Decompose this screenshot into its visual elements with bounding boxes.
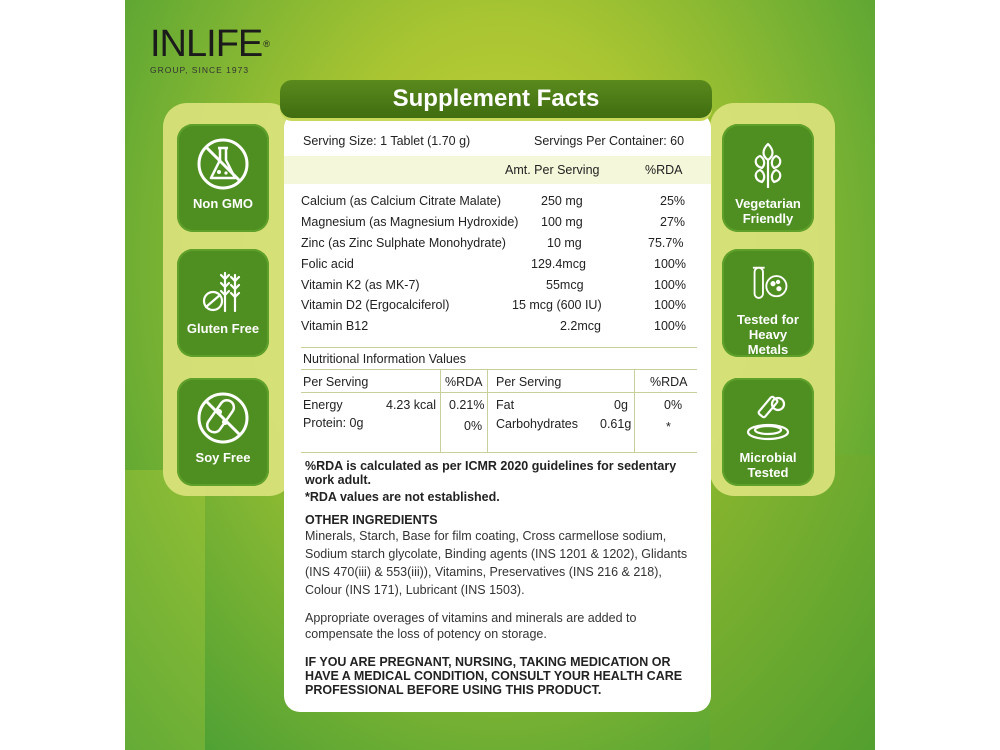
nutrient-rda: 100%: [654, 319, 686, 333]
flask-crossed-icon: [195, 136, 251, 192]
supplement-facts-title-bar: [280, 80, 712, 118]
nutrition-info-title: Nutritional Information Values: [303, 352, 467, 366]
nutrition-row-value: 4.23 kcal: [386, 398, 437, 412]
soy-crossed-icon: [195, 390, 251, 446]
badge-heavy-metals: [722, 249, 814, 357]
rda-header: %RDA: [645, 163, 683, 177]
rda-header: %RDA: [650, 375, 688, 389]
table-divider: [634, 369, 635, 452]
nutrition-row-name: Protein: 0g: [303, 416, 364, 430]
nutrient-name: Zinc (as Zinc Sulphate Monohydrate): [301, 236, 506, 250]
nutrient-name: Vitamin D2 (Ergocalciferol): [301, 298, 450, 312]
rda-note: %RDA is calculated as per ICMR 2020 guidelines for sedentary work adult.: [305, 459, 677, 487]
overages-note: Appropriate overages of vitamins and minerals are added to compensate the loss of potency on storage.: [305, 611, 637, 641]
per-serving-header: Per Serving: [303, 375, 369, 389]
nutrient-amount: 15 mcg (600 IU): [512, 298, 602, 312]
badge-label: Soy Free: [195, 450, 251, 465]
table-rule: [301, 392, 697, 393]
table-divider: [487, 369, 488, 452]
servings-per-container: Servings Per Container: 60: [534, 134, 685, 148]
badge-label: Non GMO: [193, 196, 253, 211]
brand-name: INLIFE: [150, 23, 263, 65]
nutrient-name: Vitamin K2 (as MK-7): [301, 278, 420, 292]
nutrient-amount: 10 mg: [547, 236, 582, 250]
supplement-facts-card: [284, 112, 711, 712]
badge-microbial: [722, 378, 814, 486]
registered-mark: ®: [263, 39, 269, 49]
table-rule: [301, 347, 697, 348]
table-rule: [301, 452, 697, 453]
nutrient-rda: 27%: [660, 215, 686, 229]
nutrition-row-value: 0g: [614, 398, 628, 412]
badge-label: Gluten Free: [186, 321, 260, 336]
petri-dish-icon: [740, 390, 796, 446]
nutrition-row-rda: 0%: [464, 419, 483, 433]
table-divider: [440, 369, 441, 452]
nutrition-row-rda: *: [666, 420, 671, 434]
wheat-icon: [195, 261, 251, 317]
nutrient-rda: 100%: [654, 278, 686, 292]
background-shade: [125, 470, 205, 750]
nutrition-row-value: 0.61g: [600, 417, 632, 431]
nutrition-row-rda: 0.21%: [449, 398, 485, 412]
nutrient-rda: 75.7%: [648, 236, 684, 250]
page-title: Supplement Facts: [392, 85, 600, 112]
nutrient-rda: 25%: [660, 194, 686, 208]
nutrition-row-name: Fat: [496, 398, 515, 412]
brand-logo: [150, 25, 269, 75]
nutrient-rda: 100%: [654, 298, 686, 312]
nutrient-amount: 55mcg: [546, 278, 584, 292]
test-tube-icon: [740, 261, 796, 308]
nutrient-amount: 100 mg: [541, 215, 583, 229]
nutrient-amount: 129.4mcg: [531, 257, 586, 271]
warning-text: IF YOU ARE PREGNANT, NURSING, TAKING MEDICATION OR HAVE A MEDICAL CONDITION, CONSULT YOUR HEALTH CARE PROFESSIONAL BEFORE USING THIS PRODUCT.: [305, 655, 683, 697]
badge-label: Vegetarian Friendly: [735, 196, 801, 226]
other-ingredients-text: Minerals, Starch, Base for film coating, Cross carmellose sodium, Sodium starch glycolate, Binding agents (INS 1201 & 1202), Glidants (INS 470(iii) & 553(iii)), Vitamins, Preservatives (INS 216 & 218), Colour (INS 171), Lubricant (INS 1503).: [305, 529, 688, 597]
amount-header: Amt. Per Serving: [505, 163, 600, 177]
rda-not-established-note: *RDA values are not established.: [305, 490, 500, 504]
nutrition-row-name: Carbohydrates: [496, 417, 578, 431]
serving-size: Serving Size: 1 Tablet (1.70 g): [303, 134, 471, 148]
background-shade: [710, 455, 875, 750]
badge-gluten-free: [177, 249, 269, 357]
nutrient-name: Folic acid: [301, 257, 354, 271]
badge-label: Tested for Heavy Metals: [737, 312, 799, 357]
rda-header: %RDA: [445, 375, 483, 389]
badge-label: Microbial Tested: [739, 450, 797, 480]
nutrient-amount: 2.2mcg: [560, 319, 601, 333]
brand-tagline: GROUP, SINCE 1973: [150, 65, 250, 75]
badge-non-gmo: [177, 124, 269, 232]
nutrient-amount: 250 mg: [541, 194, 583, 208]
other-ingredients-heading: OTHER INGREDIENTS: [305, 513, 438, 527]
nutrition-row-rda: 0%: [664, 398, 683, 412]
table-rule: [301, 369, 697, 370]
nutrition-row-name: Energy: [303, 398, 343, 412]
nutrient-rda: 100%: [654, 257, 686, 271]
per-serving-header: Per Serving: [496, 375, 562, 389]
nutrient-name: Magnesium (as Magnesium Hydroxide): [301, 215, 519, 229]
nutrient-name: Vitamin B12: [301, 319, 369, 333]
badge-soy-free: [177, 378, 269, 486]
leaf-icon: [740, 136, 796, 192]
nutrient-name: Calcium (as Calcium Citrate Malate): [301, 194, 502, 208]
badge-vegetarian: [722, 124, 814, 232]
